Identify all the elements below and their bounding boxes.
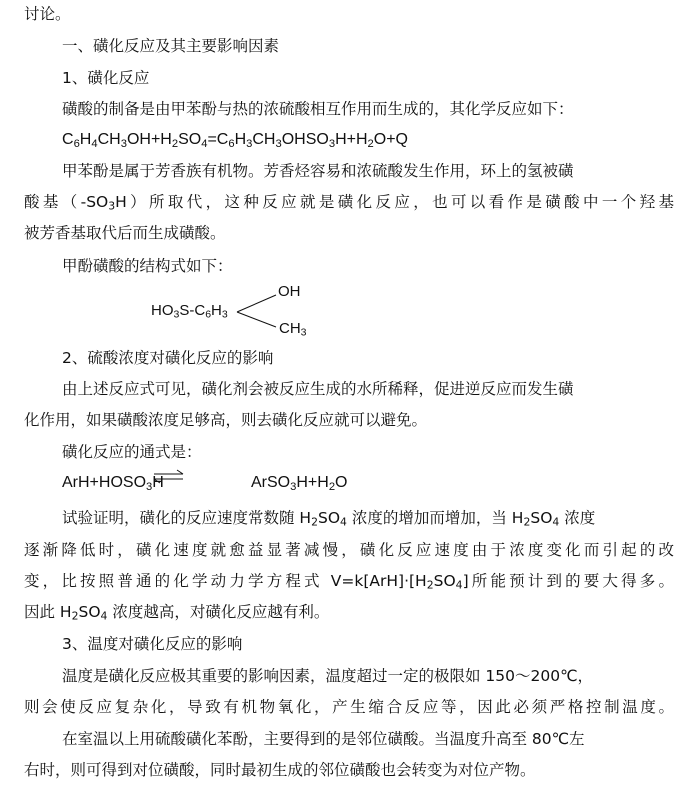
paragraph-4-line-1: 由上述反应式可见，磺化剂会被反应生成的水所稀释，促进逆反应而发生磺 xyxy=(62,380,574,398)
equation-1: $C_6H_4CH_3OH+H_2SO_4=C_6H_3CH_3OHSO_3H+H_2O+Q$ xyxy=(62,131,408,150)
equation-2-right: $ArSO_3H+H_2O$ xyxy=(251,474,348,493)
structure-methyl-group: $CH_3$ xyxy=(279,320,307,339)
paragraph-1: 磺酸的制备是由甲苯酚与热的浓硫酸相互作用而生成的，其化学反应如下： xyxy=(62,100,574,118)
paragraph-2-line-1: 甲苯酚是属于芳香族有机物。芳香烃容易和浓硫酸发生作用，环上的氢被磺 xyxy=(62,162,574,180)
subsection1-heading: 1、磺化反应 xyxy=(62,69,150,87)
paragraph-2-line-2: 酸基$(-SO_3H)$所取代，这种反应就是磺化反应，也可以看作是磺酸中一个羟基 xyxy=(24,193,674,213)
subsection3-heading: 3、温度对磺化反应的影响 xyxy=(62,635,243,653)
paragraph-2-line-3: 被芳香基取代后而生成磺酸。 xyxy=(24,224,226,242)
paragraph-6-line-4: 因此 $H_2SO_4$ 浓度越高，对磺化反应越有利。 xyxy=(24,603,330,623)
section1-heading: 一、磺化反应及其主要影响因素 xyxy=(62,37,280,55)
paragraph-7-line-1: 温度是磺化反应极其重要的影响因素，温度超过一定的极限如 150～200℃， xyxy=(62,667,594,685)
structure-sulfo-ring: $HO_3S-C_6H_3$ xyxy=(151,302,228,321)
paragraph-3: 甲酚磺酸的结构式如下： xyxy=(62,257,233,275)
paragraph-6-line-1: 试验证明，磺化的反应速度常数随 $H_2SO_4$ 浓度的增加而增加，当 $H_2SO_4$ 浓度 xyxy=(62,509,596,529)
intro-tail: 讨论。 xyxy=(24,5,71,23)
paragraph-8-line-1: 在室温以上用硫酸磺化苯酚，主要得到的是邻位磺酸。当温度升高至 80℃左 xyxy=(62,730,585,748)
paragraph-6-line-2: 逐渐降低时，磺化速度就愈益显著减慢，磺化反应速度由于浓度变化而引起的改 xyxy=(24,541,674,559)
paragraph-4-line-2: 化作用，如果磺酸浓度足够高，则去磺化反应就可以避免。 xyxy=(24,411,428,429)
paragraph-5: 磺化反应的通式是： xyxy=(62,443,202,461)
equation-2-left: $ArH+HOSO_3H$ xyxy=(62,474,164,493)
paragraph-7-line-2: 则会使反应复杂化，导致有机物氧化，产生缩合反应等，因此必须严格控制温度。 xyxy=(24,698,674,716)
subsection2-heading: 2、硫酸浓度对磺化反应的影响 xyxy=(62,349,274,367)
structure-oh-group: OH xyxy=(278,283,301,300)
paragraph-8-line-2: 右时，则可得到对位磺酸，同时最初生成的邻位磺酸也会转变为对位产物。 xyxy=(24,761,536,779)
paragraph-6-line-3: 变，比按照普通的化学动力学方程式 $V=k[ArH]\cdot[H_2SO_4]$所能预计到的要大得多。 xyxy=(24,572,674,592)
